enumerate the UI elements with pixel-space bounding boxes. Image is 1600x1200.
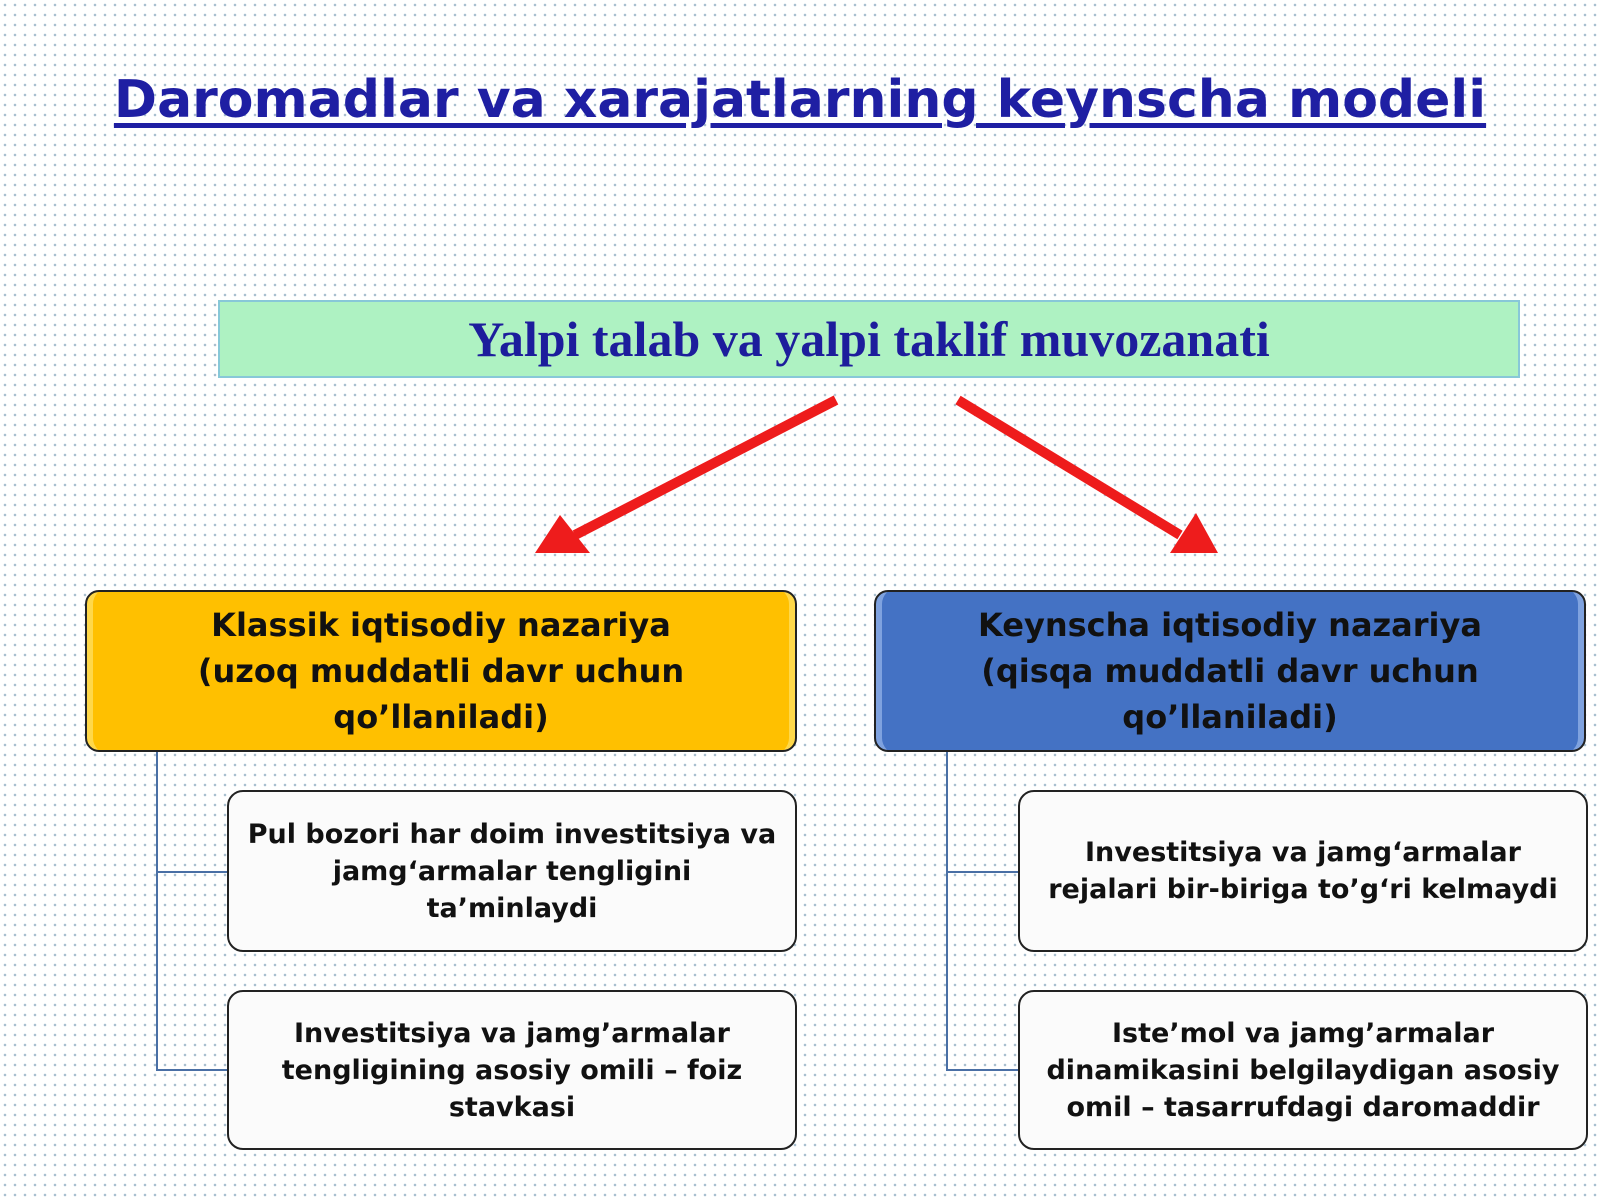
keynes-theory-box xyxy=(874,590,1586,752)
keynes-item-2 xyxy=(1018,990,1588,1150)
slide-title: Daromadlar va xarajatlarning keynscha modeli xyxy=(113,70,1487,130)
klassik-theory-label: Klassik iqtisodiy nazariya (uzoq muddatli davr uchun qo’llaniladi) xyxy=(197,606,685,736)
klassik-item-1-text: Pul bozori har doim investitsiya va jamg‘armalar tengligini ta’minlaydi xyxy=(247,818,777,924)
left-connector xyxy=(157,752,227,1070)
klassik-theory-box xyxy=(85,590,797,752)
right-connector xyxy=(947,752,1018,1070)
keynes-item-1-text: Investitsiya va jamg‘armalar rejalari bir-biriga to’g‘ri kelmaydi xyxy=(1048,837,1558,905)
keynes-item-2-text: Iste’mol va jamg’armalar dinamikasini belgilaydigan asosiy omil – tasarrufdagi daromaddir xyxy=(1046,1017,1560,1123)
keynes-item-1 xyxy=(1018,790,1588,952)
klassik-item-1 xyxy=(227,790,797,952)
klassik-item-2-text: Investitsiya va jamg’armalar tengligining asosiy omili – foiz stavkasi xyxy=(281,1017,743,1123)
equilibrium-label: Yalpi talab va yalpi taklif muvozanati xyxy=(468,311,1270,367)
keynes-theory-label: Keynscha iqtisodiy nazariya (qisqa muddatli davr uchun qo’llaniladi) xyxy=(978,606,1482,736)
klassik-item-2 xyxy=(227,990,797,1150)
